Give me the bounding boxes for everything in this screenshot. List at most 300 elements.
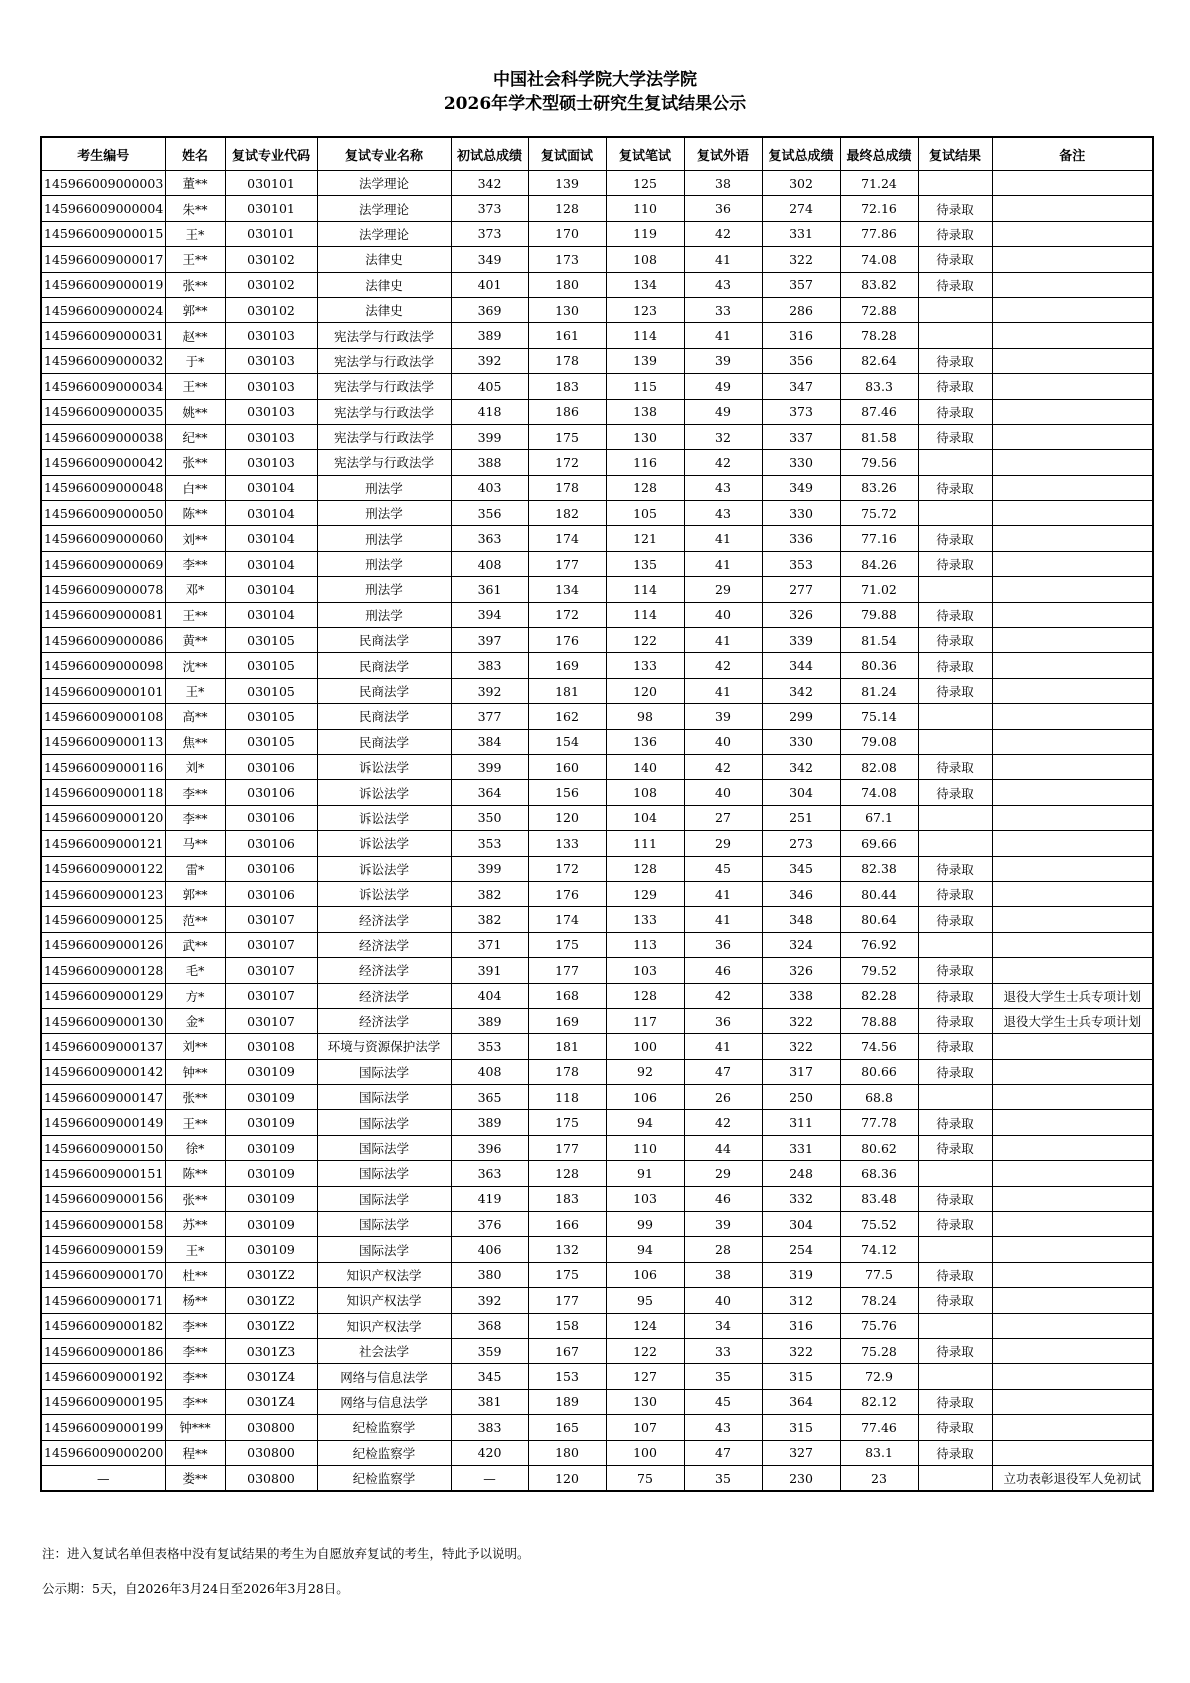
cell-language-score: 43 — [684, 501, 762, 526]
cell-interview-score: 172 — [528, 450, 606, 475]
cell-remarks — [992, 1288, 1153, 1313]
header-retest-total: 复试总成绩 — [762, 137, 840, 171]
cell-final-total: 77.46 — [840, 1415, 918, 1440]
cell-major-name: 刑法学 — [317, 475, 451, 500]
cell-candidate-id: 145966009000004 — [41, 196, 165, 221]
cell-major-name: 宪法学与行政法学 — [317, 424, 451, 449]
cell-major-name: 环境与资源保护法学 — [317, 1034, 451, 1059]
cell-candidate-id: 145966009000130 — [41, 1008, 165, 1033]
cell-language-score: 45 — [684, 1389, 762, 1414]
cell-name: 陈** — [165, 501, 225, 526]
cell-candidate-id: 145966009000147 — [41, 1085, 165, 1110]
cell-retest-total: 322 — [762, 247, 840, 272]
cell-candidate-id: 145966009000125 — [41, 907, 165, 932]
table-row — [41, 856, 1153, 881]
cell-remarks — [992, 780, 1153, 805]
cell-name: 杨** — [165, 1288, 225, 1313]
cell-retest-total: 304 — [762, 1212, 840, 1237]
cell-final-total: 75.76 — [840, 1313, 918, 1338]
cell-language-score: 41 — [684, 1034, 762, 1059]
cell-major-name: 知识产权法学 — [317, 1313, 451, 1338]
cell-retest-total: 250 — [762, 1085, 840, 1110]
cell-final-total: 78.28 — [840, 323, 918, 348]
cell-major-name: 刑法学 — [317, 602, 451, 627]
cell-language-score: 46 — [684, 958, 762, 983]
cell-prelim-score: 399 — [451, 856, 528, 881]
cell-major-code: 030106 — [225, 831, 317, 856]
cell-remarks — [992, 1110, 1153, 1135]
title-block — [0, 68, 1190, 116]
cell-written-score: 92 — [606, 1059, 684, 1084]
table-row — [41, 501, 1153, 526]
table-row — [41, 323, 1153, 348]
cell-written-score: 119 — [606, 221, 684, 246]
cell-remarks — [992, 399, 1153, 424]
page-subtitle: 2026年学术型硕士研究生复试结果公示 — [443, 94, 747, 114]
cell-result: 待录取 — [918, 1110, 992, 1135]
cell-language-score: 38 — [684, 171, 762, 196]
cell-written-score: 134 — [606, 272, 684, 297]
cell-final-total: 80.36 — [840, 653, 918, 678]
cell-interview-score: 178 — [528, 1059, 606, 1084]
cell-result: 待录取 — [918, 1288, 992, 1313]
cell-name: 高** — [165, 704, 225, 729]
cell-final-total: 23 — [840, 1465, 918, 1491]
cell-result — [918, 805, 992, 830]
cell-retest-total: 316 — [762, 323, 840, 348]
cell-interview-score: 133 — [528, 831, 606, 856]
cell-name: 李** — [165, 1313, 225, 1338]
cell-written-score: 133 — [606, 653, 684, 678]
cell-retest-total: 254 — [762, 1237, 840, 1262]
cell-major-name: 网络与信息法学 — [317, 1364, 451, 1389]
cell-prelim-score: 381 — [451, 1389, 528, 1414]
cell-final-total: 78.88 — [840, 1008, 918, 1033]
cell-major-code: 030106 — [225, 856, 317, 881]
table-row — [41, 1085, 1153, 1110]
cell-retest-total: 345 — [762, 856, 840, 881]
cell-prelim-score: 389 — [451, 1008, 528, 1033]
cell-major-name: 法律史 — [317, 297, 451, 322]
table-row — [41, 1415, 1153, 1440]
cell-name: 刘** — [165, 1034, 225, 1059]
table-row — [41, 374, 1153, 399]
cell-major-code: 030104 — [225, 602, 317, 627]
cell-result: 待录取 — [918, 1034, 992, 1059]
cell-major-name: 宪法学与行政法学 — [317, 323, 451, 348]
cell-result: 待录取 — [918, 247, 992, 272]
cell-name: 苏** — [165, 1212, 225, 1237]
cell-written-score: 100 — [606, 1440, 684, 1465]
cell-candidate-id: 145966009000101 — [41, 678, 165, 703]
cell-name: 钟** — [165, 1059, 225, 1084]
cell-major-code: 030102 — [225, 297, 317, 322]
cell-major-name: 法律史 — [317, 247, 451, 272]
cell-remarks — [992, 1059, 1153, 1084]
cell-interview-score: 154 — [528, 729, 606, 754]
cell-major-code: 030103 — [225, 323, 317, 348]
cell-language-score: 42 — [684, 983, 762, 1008]
cell-written-score: 125 — [606, 171, 684, 196]
table-row — [41, 881, 1153, 906]
cell-name: 李** — [165, 1389, 225, 1414]
cell-final-total: 79.52 — [840, 958, 918, 983]
table-header-row — [41, 137, 1153, 171]
cell-remarks — [992, 297, 1153, 322]
cell-language-score: 26 — [684, 1085, 762, 1110]
cell-result — [918, 1237, 992, 1262]
cell-name: 金* — [165, 1008, 225, 1033]
cell-candidate-id: 145966009000128 — [41, 958, 165, 983]
cell-final-total: 75.72 — [840, 501, 918, 526]
cell-interview-score: 177 — [528, 551, 606, 576]
cell-language-score: 41 — [684, 323, 762, 348]
cell-final-total: 76.92 — [840, 932, 918, 957]
cell-major-code: 0301Z2 — [225, 1288, 317, 1313]
cell-retest-total: 324 — [762, 932, 840, 957]
cell-written-score: 136 — [606, 729, 684, 754]
cell-name: 张** — [165, 272, 225, 297]
cell-prelim-score: 371 — [451, 932, 528, 957]
cell-result: 待录取 — [918, 1059, 992, 1084]
cell-interview-score: 175 — [528, 1262, 606, 1287]
cell-candidate-id: 145966009000149 — [41, 1110, 165, 1135]
table-row — [41, 424, 1153, 449]
cell-language-score: 45 — [684, 856, 762, 881]
cell-remarks — [992, 856, 1153, 881]
cell-written-score: 103 — [606, 1186, 684, 1211]
cell-written-score: 94 — [606, 1237, 684, 1262]
cell-prelim-score: 356 — [451, 501, 528, 526]
cell-result: 待录取 — [918, 628, 992, 653]
cell-retest-total: 299 — [762, 704, 840, 729]
cell-candidate-id: 145966009000003 — [41, 171, 165, 196]
header-final-total: 最终总成绩 — [840, 137, 918, 171]
cell-final-total: 79.88 — [840, 602, 918, 627]
cell-final-total: 77.86 — [840, 221, 918, 246]
cell-written-score: 108 — [606, 247, 684, 272]
cell-result: 待录取 — [918, 983, 992, 1008]
cell-interview-score: 175 — [528, 932, 606, 957]
cell-remarks: 退役大学生士兵专项计划 — [992, 983, 1153, 1008]
cell-remarks — [992, 247, 1153, 272]
cell-retest-total: 319 — [762, 1262, 840, 1287]
cell-prelim-score: 345 — [451, 1364, 528, 1389]
cell-language-score: 46 — [684, 1186, 762, 1211]
cell-name: 方* — [165, 983, 225, 1008]
cell-prelim-score: 342 — [451, 171, 528, 196]
cell-retest-total: 344 — [762, 653, 840, 678]
cell-remarks — [992, 323, 1153, 348]
cell-result: 待录取 — [918, 907, 992, 932]
cell-retest-total: 330 — [762, 450, 840, 475]
cell-interview-score: 174 — [528, 907, 606, 932]
cell-remarks — [992, 1085, 1153, 1110]
cell-name: 马** — [165, 831, 225, 856]
cell-prelim-score: 404 — [451, 983, 528, 1008]
cell-written-score: 115 — [606, 374, 684, 399]
cell-prelim-score: 353 — [451, 831, 528, 856]
cell-candidate-id: 145966009000118 — [41, 780, 165, 805]
cell-interview-score: 181 — [528, 678, 606, 703]
cell-prelim-score: 405 — [451, 374, 528, 399]
cell-major-name: 诉讼法学 — [317, 780, 451, 805]
cell-name: 焦** — [165, 729, 225, 754]
cell-prelim-score: 382 — [451, 907, 528, 932]
cell-language-score: 43 — [684, 1415, 762, 1440]
cell-written-score: 122 — [606, 1338, 684, 1363]
cell-remarks — [992, 424, 1153, 449]
cell-major-code: 030101 — [225, 196, 317, 221]
cell-candidate-id: 145966009000192 — [41, 1364, 165, 1389]
cell-major-code: 0301Z4 — [225, 1364, 317, 1389]
cell-written-score: 140 — [606, 754, 684, 779]
cell-interview-score: 161 — [528, 323, 606, 348]
cell-prelim-score: 365 — [451, 1085, 528, 1110]
cell-prelim-score: 383 — [451, 653, 528, 678]
cell-major-name: 国际法学 — [317, 1161, 451, 1186]
cell-interview-score: 128 — [528, 196, 606, 221]
cell-final-total: 80.66 — [840, 1059, 918, 1084]
cell-name: 于* — [165, 348, 225, 373]
cell-retest-total: 346 — [762, 881, 840, 906]
cell-result — [918, 1085, 992, 1110]
cell-name: 王* — [165, 1237, 225, 1262]
cell-major-name: 社会法学 — [317, 1338, 451, 1363]
cell-language-score: 47 — [684, 1059, 762, 1084]
cell-retest-total: 357 — [762, 272, 840, 297]
cell-result: 待录取 — [918, 196, 992, 221]
cell-name: 纪** — [165, 424, 225, 449]
cell-interview-score: 174 — [528, 526, 606, 551]
cell-written-score: 117 — [606, 1008, 684, 1033]
cell-major-code: 030104 — [225, 526, 317, 551]
cell-retest-total: 347 — [762, 374, 840, 399]
table-row — [41, 805, 1153, 830]
cell-major-name: 民商法学 — [317, 653, 451, 678]
cell-remarks — [992, 1186, 1153, 1211]
cell-major-code: 030103 — [225, 348, 317, 373]
cell-major-code: 030102 — [225, 272, 317, 297]
cell-result — [918, 1313, 992, 1338]
cell-written-score: 108 — [606, 780, 684, 805]
cell-language-score: 42 — [684, 754, 762, 779]
table-row — [41, 475, 1153, 500]
cell-major-name: 国际法学 — [317, 1135, 451, 1160]
cell-name: 王** — [165, 374, 225, 399]
cell-written-score: 128 — [606, 856, 684, 881]
cell-major-name: 诉讼法学 — [317, 831, 451, 856]
cell-name: 王** — [165, 602, 225, 627]
cell-language-score: 34 — [684, 1313, 762, 1338]
table-row — [41, 1262, 1153, 1287]
cell-language-score: 49 — [684, 374, 762, 399]
cell-prelim-score: 406 — [451, 1237, 528, 1262]
cell-candidate-id: 145966009000042 — [41, 450, 165, 475]
cell-language-score: 36 — [684, 196, 762, 221]
cell-language-score: 44 — [684, 1135, 762, 1160]
cell-written-score: 127 — [606, 1364, 684, 1389]
cell-result: 待录取 — [918, 881, 992, 906]
cell-name: 刘* — [165, 754, 225, 779]
cell-name: 张** — [165, 450, 225, 475]
cell-written-score: 138 — [606, 399, 684, 424]
cell-written-score: 113 — [606, 932, 684, 957]
cell-remarks — [992, 475, 1153, 500]
cell-retest-total: 251 — [762, 805, 840, 830]
cell-major-code: 030800 — [225, 1440, 317, 1465]
cell-result — [918, 501, 992, 526]
cell-interview-score: 120 — [528, 805, 606, 830]
cell-result: 待录取 — [918, 1262, 992, 1287]
cell-candidate-id: 145966009000098 — [41, 653, 165, 678]
cell-candidate-id: 145966009000019 — [41, 272, 165, 297]
cell-retest-total: 338 — [762, 983, 840, 1008]
cell-language-score: 33 — [684, 1338, 762, 1363]
cell-final-total: 72.88 — [840, 297, 918, 322]
cell-written-score: 75 — [606, 1465, 684, 1491]
cell-language-score: 39 — [684, 704, 762, 729]
cell-final-total: 83.82 — [840, 272, 918, 297]
cell-major-name: 法学理论 — [317, 221, 451, 246]
cell-final-total: 79.08 — [840, 729, 918, 754]
cell-candidate-id: 145966009000182 — [41, 1313, 165, 1338]
cell-major-name: 刑法学 — [317, 577, 451, 602]
table-row — [41, 450, 1153, 475]
cell-major-code: 030106 — [225, 881, 317, 906]
cell-retest-total: 326 — [762, 602, 840, 627]
cell-major-code: 030105 — [225, 628, 317, 653]
cell-major-name: 宪法学与行政法学 — [317, 374, 451, 399]
cell-prelim-score: 359 — [451, 1338, 528, 1363]
cell-interview-score: 160 — [528, 754, 606, 779]
cell-major-name: 知识产权法学 — [317, 1288, 451, 1313]
cell-interview-score: 166 — [528, 1212, 606, 1237]
cell-result: 待录取 — [918, 399, 992, 424]
cell-remarks — [992, 602, 1153, 627]
cell-remarks — [992, 907, 1153, 932]
cell-major-name: 民商法学 — [317, 678, 451, 703]
cell-candidate-id: 145966009000126 — [41, 932, 165, 957]
results-table — [40, 136, 1154, 1492]
cell-candidate-id: 145966009000159 — [41, 1237, 165, 1262]
cell-name: 程** — [165, 1440, 225, 1465]
table-row — [41, 297, 1153, 322]
cell-candidate-id: 145966009000031 — [41, 323, 165, 348]
cell-major-code: 030105 — [225, 729, 317, 754]
cell-written-score: 106 — [606, 1262, 684, 1287]
cell-interview-score: 177 — [528, 1288, 606, 1313]
cell-major-name: 纪检监察学 — [317, 1465, 451, 1491]
cell-remarks — [992, 1212, 1153, 1237]
cell-major-code: 030109 — [225, 1110, 317, 1135]
cell-major-name: 国际法学 — [317, 1237, 451, 1262]
cell-written-score: 128 — [606, 983, 684, 1008]
cell-written-score: 114 — [606, 323, 684, 348]
cell-retest-total: 348 — [762, 907, 840, 932]
header-result: 复试结果 — [918, 137, 992, 171]
cell-prelim-score: 373 — [451, 196, 528, 221]
cell-candidate-id: 145966009000171 — [41, 1288, 165, 1313]
cell-result: 待录取 — [918, 1186, 992, 1211]
cell-retest-total: 277 — [762, 577, 840, 602]
cell-retest-total: 327 — [762, 1440, 840, 1465]
cell-interview-score: 177 — [528, 958, 606, 983]
cell-candidate-id: — — [41, 1465, 165, 1491]
cell-name: 李** — [165, 1338, 225, 1363]
cell-major-name: 刑法学 — [317, 501, 451, 526]
table-row — [41, 653, 1153, 678]
cell-prelim-score: 388 — [451, 450, 528, 475]
cell-language-score: 41 — [684, 551, 762, 576]
cell-major-name: 纪检监察学 — [317, 1415, 451, 1440]
cell-remarks — [992, 171, 1153, 196]
cell-retest-total: 317 — [762, 1059, 840, 1084]
cell-prelim-score: 418 — [451, 399, 528, 424]
cell-interview-score: 153 — [528, 1364, 606, 1389]
cell-major-code: 030107 — [225, 958, 317, 983]
cell-language-score: 41 — [684, 526, 762, 551]
cell-retest-total: 330 — [762, 729, 840, 754]
cell-remarks — [992, 221, 1153, 246]
header-remarks: 备注 — [992, 137, 1153, 171]
cell-prelim-score: 384 — [451, 729, 528, 754]
cell-prelim-score: 350 — [451, 805, 528, 830]
cell-language-score: 33 — [684, 297, 762, 322]
cell-interview-score: 120 — [528, 1465, 606, 1491]
cell-interview-score: 165 — [528, 1415, 606, 1440]
cell-final-total: 74.08 — [840, 247, 918, 272]
cell-remarks — [992, 1237, 1153, 1262]
cell-candidate-id: 145966009000116 — [41, 754, 165, 779]
cell-major-code: 030109 — [225, 1135, 317, 1160]
cell-result — [918, 171, 992, 196]
cell-retest-total: 322 — [762, 1008, 840, 1033]
cell-prelim-score: 408 — [451, 551, 528, 576]
cell-result — [918, 297, 992, 322]
cell-final-total: 82.38 — [840, 856, 918, 881]
cell-retest-total: 248 — [762, 1161, 840, 1186]
cell-major-code: 0301Z3 — [225, 1338, 317, 1363]
cell-retest-total: 315 — [762, 1364, 840, 1389]
cell-result — [918, 1364, 992, 1389]
cell-prelim-score: 392 — [451, 1288, 528, 1313]
cell-language-score: 35 — [684, 1465, 762, 1491]
cell-candidate-id: 145966009000195 — [41, 1389, 165, 1414]
cell-remarks — [992, 501, 1153, 526]
cell-written-score: 107 — [606, 1415, 684, 1440]
cell-remarks — [992, 881, 1153, 906]
cell-major-name: 诉讼法学 — [317, 881, 451, 906]
cell-name: 董** — [165, 171, 225, 196]
cell-language-score: 38 — [684, 1262, 762, 1287]
cell-retest-total: 322 — [762, 1338, 840, 1363]
cell-written-score: 116 — [606, 450, 684, 475]
cell-major-code: 030109 — [225, 1059, 317, 1084]
cell-name: 李** — [165, 1364, 225, 1389]
cell-result: 待录取 — [918, 1008, 992, 1033]
cell-retest-total: 315 — [762, 1415, 840, 1440]
cell-language-score: 41 — [684, 907, 762, 932]
cell-written-score: 91 — [606, 1161, 684, 1186]
cell-name: 郭** — [165, 297, 225, 322]
cell-prelim-score: — — [451, 1465, 528, 1491]
cell-remarks — [992, 754, 1153, 779]
cell-candidate-id: 145966009000078 — [41, 577, 165, 602]
cell-final-total: 74.56 — [840, 1034, 918, 1059]
cell-major-name: 国际法学 — [317, 1085, 451, 1110]
cell-language-score: 36 — [684, 932, 762, 957]
